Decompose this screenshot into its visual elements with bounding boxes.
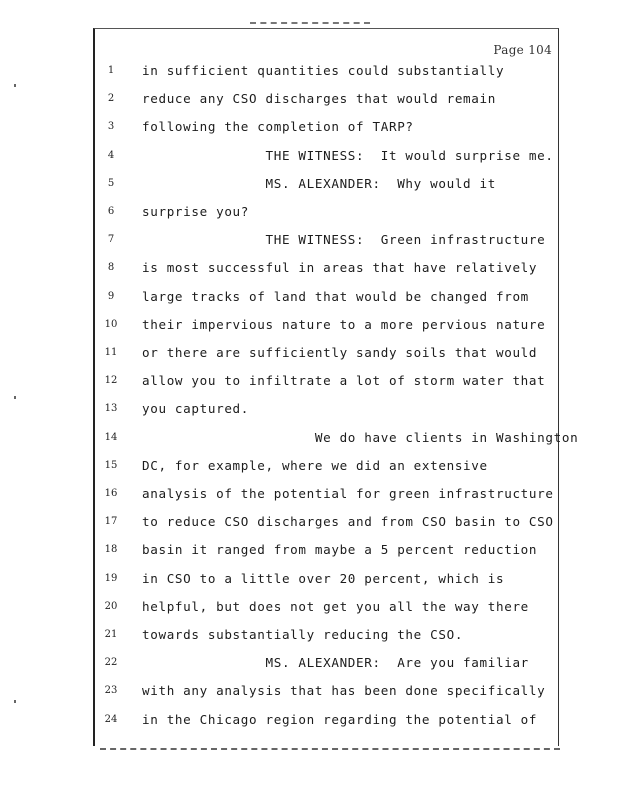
margin-speck (14, 396, 16, 399)
line-text: towards substantially reducing the CSO. (142, 627, 464, 642)
line-text: THE WITNESS: Green infrastructure (142, 232, 546, 248)
transcript-line (0, 485, 618, 505)
transcript-line (0, 711, 618, 731)
top-rule (250, 22, 370, 25)
line-text: in CSO to a little over 20 percent, which is (142, 570, 505, 586)
transcript-line (0, 316, 618, 336)
transcript-line (0, 682, 618, 702)
transcript-line (0, 429, 618, 449)
line-number: 17 (104, 516, 118, 528)
line-text: large tracks of land that would be changed from (142, 288, 529, 304)
line-text: DC, for example, where we did an extensive (142, 457, 488, 473)
line-text: with any analysis that has been done specifically (142, 683, 546, 699)
transcript-line (0, 147, 618, 167)
transcript-line (0, 372, 618, 392)
line-text: MS. ALEXANDER: Are you familiar (142, 655, 529, 671)
transcript-line (0, 626, 618, 646)
line-number: 6 (107, 206, 115, 217)
line-text: following the completion of TARP? (142, 119, 414, 135)
line-number: 1 (107, 65, 115, 76)
line-number: 21 (104, 629, 118, 640)
line-number: 2 (107, 93, 115, 105)
transcript-line (0, 400, 618, 420)
line-number: 15 (104, 459, 118, 471)
line-number: 7 (107, 234, 115, 246)
line-text: is most successful in areas that have relatively (142, 260, 538, 276)
line-number: 3 (107, 121, 115, 133)
line-number: 9 (107, 290, 115, 302)
line-text: their impervious nature to a more pervious nature (142, 316, 546, 332)
line-text: you captured. (142, 401, 250, 417)
line-text: helpful, but does not get you all the way there (142, 598, 529, 614)
line-number: 19 (104, 572, 118, 584)
line-number: 12 (104, 375, 118, 387)
line-text: allow you to infiltrate a lot of storm water that (142, 373, 546, 389)
line-number: 23 (104, 685, 118, 697)
line-text: or there are sufficiently sandy soils that would (142, 345, 538, 360)
line-number: 22 (104, 657, 118, 669)
transcript-line (0, 654, 618, 674)
transcript-line (0, 90, 618, 110)
margin-speck (14, 700, 16, 703)
line-text: MS. ALEXANDER: Why would it (142, 175, 496, 191)
line-number: 13 (104, 403, 118, 415)
transcript-line (0, 513, 618, 533)
transcript-line (0, 62, 618, 82)
transcript-line (0, 118, 618, 138)
bottom-rule (100, 748, 560, 750)
line-number: 4 (107, 149, 115, 161)
page-number: Page 104 (493, 43, 552, 57)
transcript-line (0, 457, 618, 477)
transcript-line (0, 175, 618, 195)
transcript-line (0, 344, 618, 364)
line-text: THE WITNESS: It would surprise me. (142, 147, 554, 163)
line-text: We do have clients in Washington (142, 429, 579, 445)
transcript-line (0, 288, 618, 308)
line-number: 18 (104, 544, 118, 556)
line-text: analysis of the potential for green infrastructure (142, 486, 554, 501)
line-number: 10 (104, 318, 118, 330)
line-number: 11 (104, 347, 118, 358)
line-number: 24 (104, 713, 118, 725)
transcript-line (0, 259, 618, 279)
transcript-line (0, 541, 618, 561)
line-number: 14 (104, 431, 118, 443)
line-text: basin it ranged from maybe a 5 percent reduction (142, 542, 538, 558)
line-text: to reduce CSO discharges and from CSO basin to CSO (142, 514, 554, 530)
line-text: reduce any CSO discharges that would remain (142, 91, 496, 107)
transcript-line (0, 598, 618, 618)
transcript-line (0, 203, 618, 223)
transcript-line (0, 570, 618, 590)
transcript-line (0, 231, 618, 251)
line-number: 8 (107, 262, 115, 274)
line-number: 20 (104, 600, 118, 612)
margin-speck (14, 84, 16, 87)
line-text: in the Chicago region regarding the potential of (142, 711, 538, 727)
line-text: in sufficient quantities could substantially (142, 63, 505, 78)
line-text: surprise you? (142, 204, 250, 219)
line-number: 16 (104, 488, 118, 499)
line-number: 5 (107, 177, 115, 189)
